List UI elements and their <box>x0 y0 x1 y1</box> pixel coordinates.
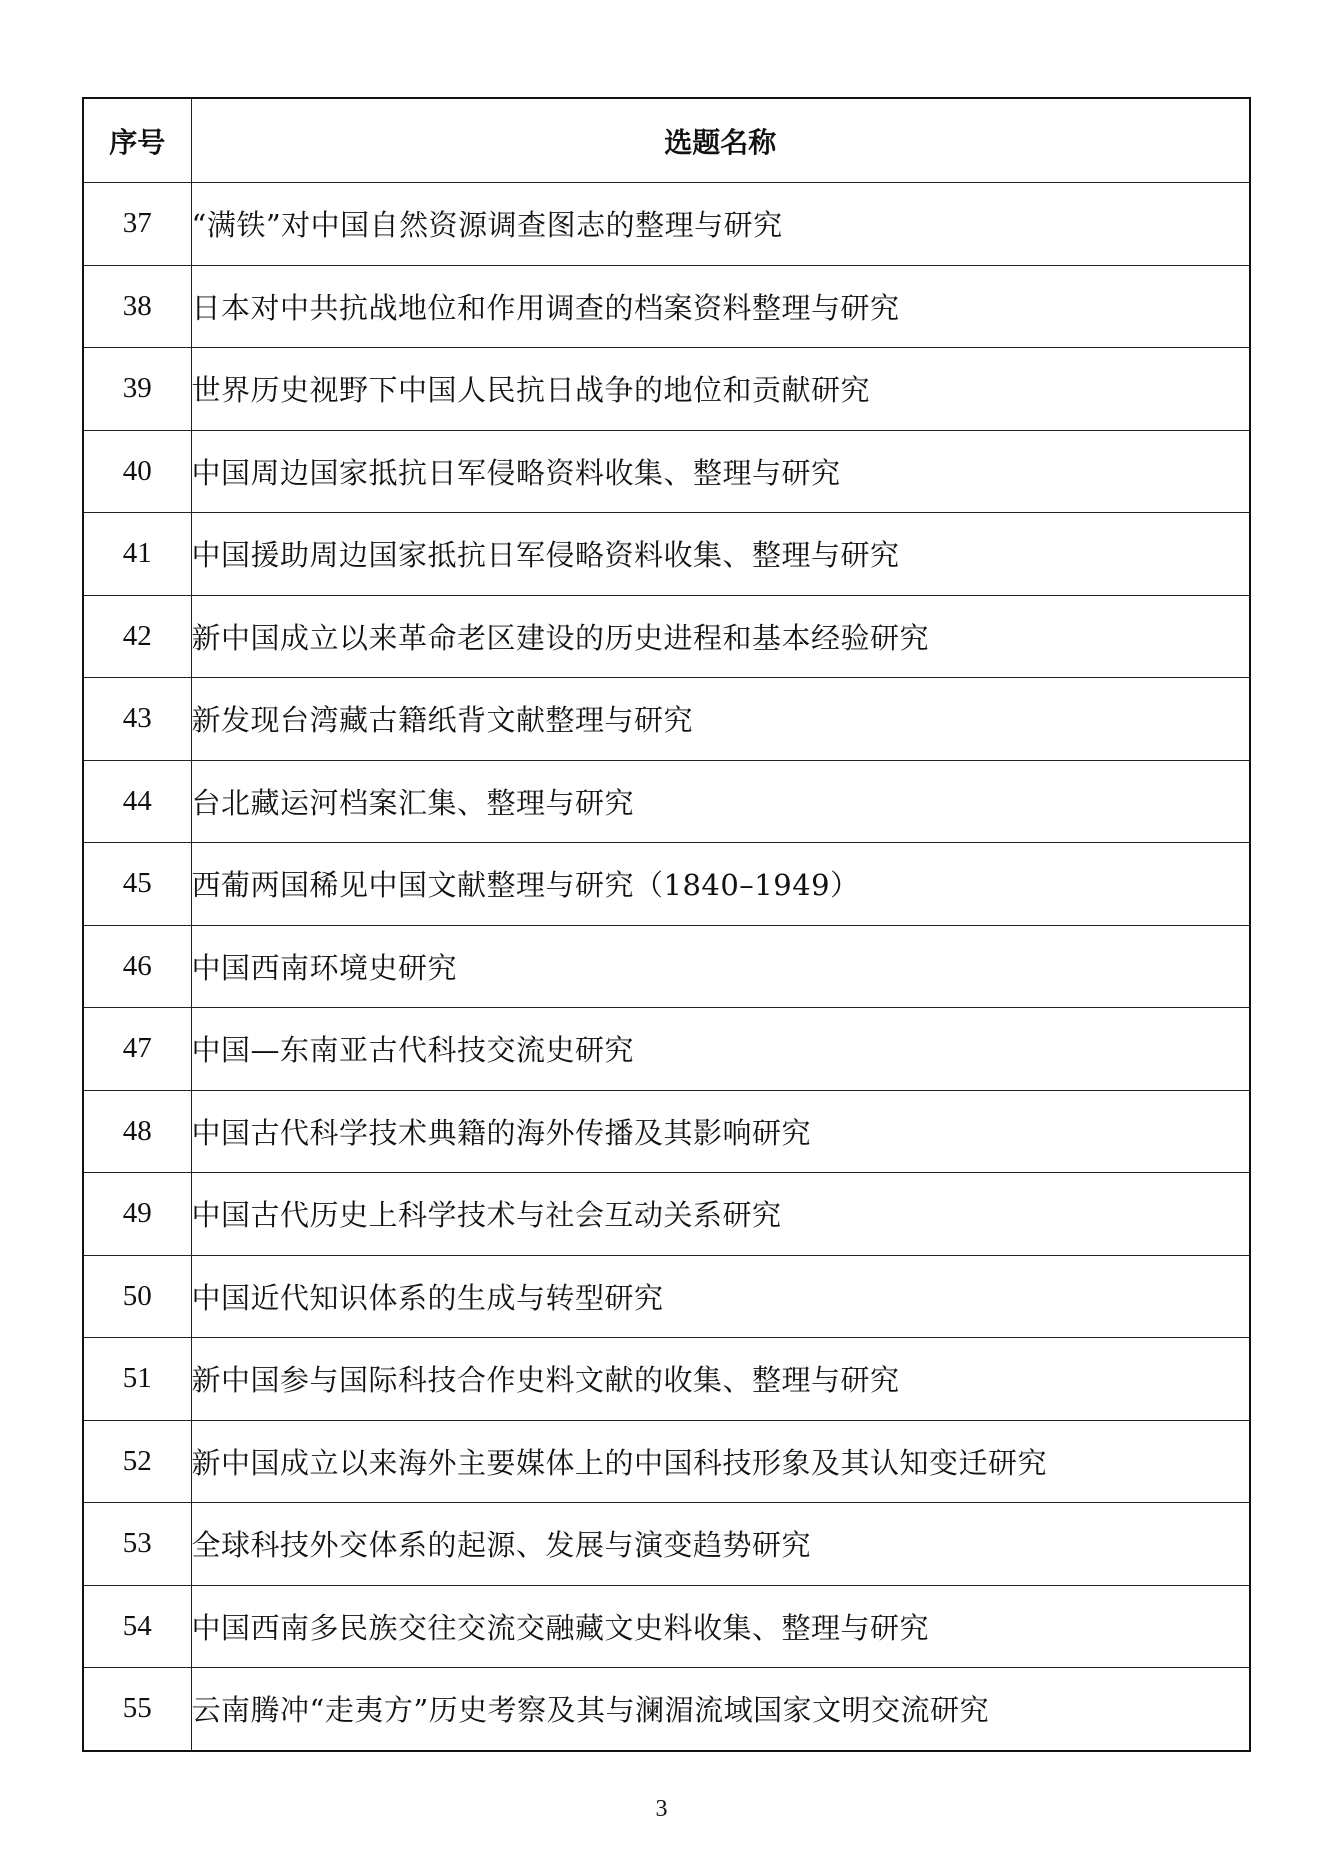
table-row <box>83 1338 1250 1421</box>
row-number: 50 <box>83 1255 191 1338</box>
row-title: 世界历史视野下中国人民抗日战争的地位和贡献研究 <box>191 348 1250 431</box>
row-title: 西葡两国稀见中国文献整理与研究（1840–1949） <box>191 843 1250 926</box>
row-number: 39 <box>83 348 191 431</box>
row-number: 46 <box>83 925 191 1008</box>
row-title: 中国古代历史上科学技术与社会互动关系研究 <box>191 1173 1250 1256</box>
row-title: 中国近代知识体系的生成与转型研究 <box>191 1255 1250 1338</box>
row-title: 新中国参与国际科技合作史料文献的收集、整理与研究 <box>191 1338 1250 1421</box>
column-header-no: 序号 <box>83 98 191 183</box>
table-row <box>83 1668 1250 1751</box>
row-number: 51 <box>83 1338 191 1421</box>
row-title: 中国援助周边国家抵抗日军侵略资料收集、整理与研究 <box>191 513 1250 596</box>
table-row <box>83 843 1250 926</box>
table-row <box>83 265 1250 348</box>
table-row <box>83 513 1250 596</box>
row-title: 云南腾冲“走夷方”历史考察及其与澜湄流域国家文明交流研究 <box>191 1668 1250 1751</box>
row-title: 新中国成立以来海外主要媒体上的中国科技形象及其认知变迁研究 <box>191 1420 1250 1503</box>
row-number: 37 <box>83 183 191 266</box>
column-header-title: 选题名称 <box>191 98 1250 183</box>
table-row <box>83 1173 1250 1256</box>
table-header-row <box>83 98 1250 183</box>
row-title: 中国西南多民族交往交流交融藏文史料收集、整理与研究 <box>191 1585 1250 1668</box>
table-row <box>83 1585 1250 1668</box>
table-row <box>83 1008 1250 1091</box>
row-number: 52 <box>83 1420 191 1503</box>
topics-table <box>82 97 1251 1752</box>
table-row <box>83 925 1250 1008</box>
row-title: 日本对中共抗战地位和作用调查的档案资料整理与研究 <box>191 265 1250 348</box>
row-title: 台北藏运河档案汇集、整理与研究 <box>191 760 1250 843</box>
table-row <box>83 595 1250 678</box>
row-number: 54 <box>83 1585 191 1668</box>
table-row <box>83 183 1250 266</box>
table-row <box>83 760 1250 843</box>
row-number: 47 <box>83 1008 191 1091</box>
row-number: 44 <box>83 760 191 843</box>
page-number: 3 <box>655 1796 668 1822</box>
table-row <box>83 430 1250 513</box>
table-row <box>83 678 1250 761</box>
row-number: 41 <box>83 513 191 596</box>
row-title: 中国周边国家抵抗日军侵略资料收集、整理与研究 <box>191 430 1250 513</box>
table-row <box>83 1255 1250 1338</box>
row-number: 55 <box>83 1668 191 1751</box>
row-title: 中国西南环境史研究 <box>191 925 1250 1008</box>
row-number: 42 <box>83 595 191 678</box>
table-row <box>83 1420 1250 1503</box>
row-number: 45 <box>83 843 191 926</box>
row-number: 43 <box>83 678 191 761</box>
row-number: 38 <box>83 265 191 348</box>
table-row <box>83 1090 1250 1173</box>
row-title: 全球科技外交体系的起源、发展与演变趋势研究 <box>191 1503 1250 1586</box>
row-title: 新中国成立以来革命老区建设的历史进程和基本经验研究 <box>191 595 1250 678</box>
row-number: 53 <box>83 1503 191 1586</box>
row-number: 40 <box>83 430 191 513</box>
table-row <box>83 348 1250 431</box>
row-number: 49 <box>83 1173 191 1256</box>
row-number: 48 <box>83 1090 191 1173</box>
row-title: 新发现台湾藏古籍纸背文献整理与研究 <box>191 678 1250 761</box>
table-row <box>83 1503 1250 1586</box>
row-title: 中国—东南亚古代科技交流史研究 <box>191 1008 1250 1091</box>
row-title: “满铁”对中国自然资源调查图志的整理与研究 <box>191 183 1250 266</box>
row-title: 中国古代科学技术典籍的海外传播及其影响研究 <box>191 1090 1250 1173</box>
